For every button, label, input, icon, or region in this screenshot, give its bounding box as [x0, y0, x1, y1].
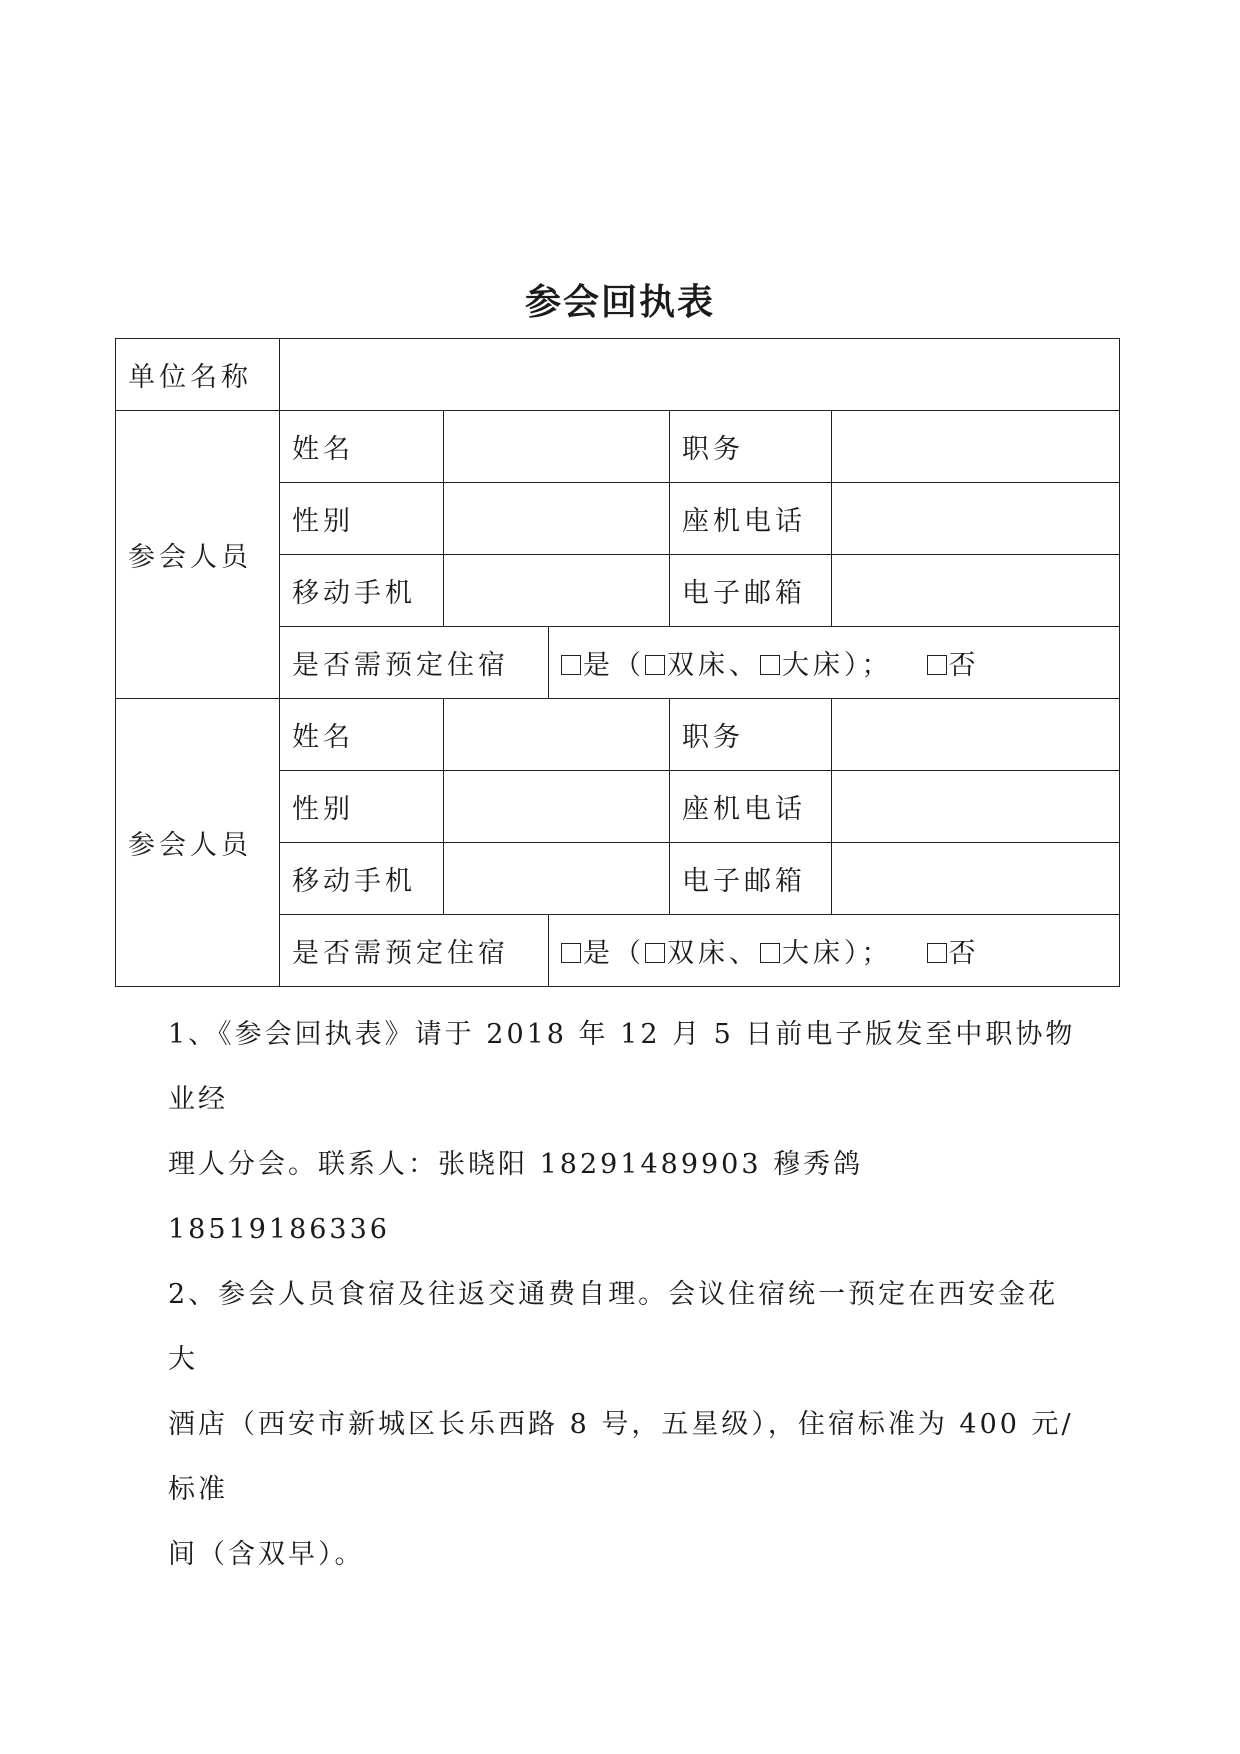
note-2-line-3: 间（含双早）。: [168, 1539, 365, 1570]
note-2-line-1: 2、参会人员食宿及往返交通费自理。会议住宿统一预定在西安金花大: [168, 1279, 1059, 1375]
notes-section: [168, 1002, 1078, 1587]
name-label: 姓名: [280, 411, 444, 483]
name-field[interactable]: [444, 699, 670, 771]
attendee-group-label: 参会人员: [116, 699, 280, 987]
lodging-yes-label: 是（: [583, 650, 645, 681]
email-label: 电子邮箱: [670, 555, 832, 627]
attendee-1-row-name: [116, 411, 1120, 483]
note-1-line-2: 理人分会。联系人：张晓阳 18291489903 穆秀鸽 18519186336: [168, 1149, 864, 1245]
king-bed-checkbox[interactable]: [760, 943, 780, 963]
name-field[interactable]: [444, 411, 670, 483]
lodging-label: 是否需预定住宿: [280, 627, 549, 699]
king-bed-label: 大床）；: [782, 650, 893, 681]
attendee-2-row-name: [116, 699, 1120, 771]
attendee-group-label: 参会人员: [116, 411, 280, 699]
lodging-no-checkbox[interactable]: [927, 943, 947, 963]
lodging-label: 是否需预定住宿: [280, 915, 549, 987]
gender-field[interactable]: [444, 483, 670, 555]
landline-label: 座机电话: [670, 771, 832, 843]
position-label: 职务: [670, 699, 832, 771]
email-label: 电子邮箱: [670, 843, 832, 915]
email-field[interactable]: [832, 555, 1120, 627]
position-label: 职务: [670, 411, 832, 483]
mobile-field[interactable]: [444, 843, 670, 915]
unit-name-label: 单位名称: [116, 339, 280, 411]
note-1-line-1: 1、《参会回执表》请于 2018 年 12 月 5 日前电子版发至中职协物业经: [168, 1019, 1076, 1115]
twin-bed-label: 双床、: [667, 650, 760, 681]
mobile-label: 移动手机: [280, 843, 444, 915]
twin-bed-checkbox[interactable]: [645, 655, 665, 675]
lodging-options: [549, 915, 1120, 987]
lodging-options: [549, 627, 1120, 699]
landline-label: 座机电话: [670, 483, 832, 555]
lodging-no-label: 否: [948, 650, 980, 681]
mobile-field[interactable]: [444, 555, 670, 627]
king-bed-label: 大床）；: [782, 938, 893, 969]
unit-name-field[interactable]: [280, 339, 1120, 411]
gender-label: 性别: [280, 483, 444, 555]
lodging-yes-checkbox[interactable]: [561, 655, 581, 675]
landline-field[interactable]: [832, 771, 1120, 843]
twin-bed-label: 双床、: [667, 938, 760, 969]
mobile-label: 移动手机: [280, 555, 444, 627]
position-field[interactable]: [832, 699, 1120, 771]
lodging-yes-label: 是（: [583, 938, 645, 969]
lodging-no-label: 否: [948, 938, 980, 969]
position-field[interactable]: [832, 411, 1120, 483]
lodging-yes-checkbox[interactable]: [561, 943, 581, 963]
note-2-line-2: 酒店（西安市新城区长乐西路 8 号，五星级），住宿标准为 400 元/标准: [168, 1409, 1074, 1505]
gender-field[interactable]: [444, 771, 670, 843]
email-field[interactable]: [832, 843, 1120, 915]
gender-label: 性别: [280, 771, 444, 843]
twin-bed-checkbox[interactable]: [645, 943, 665, 963]
lodging-no-checkbox[interactable]: [927, 655, 947, 675]
unit-row: [116, 339, 1120, 411]
registration-form-table: [115, 338, 1120, 987]
landline-field[interactable]: [832, 483, 1120, 555]
king-bed-checkbox[interactable]: [760, 655, 780, 675]
name-label: 姓名: [280, 699, 444, 771]
document-title: 参会回执表: [524, 282, 715, 323]
